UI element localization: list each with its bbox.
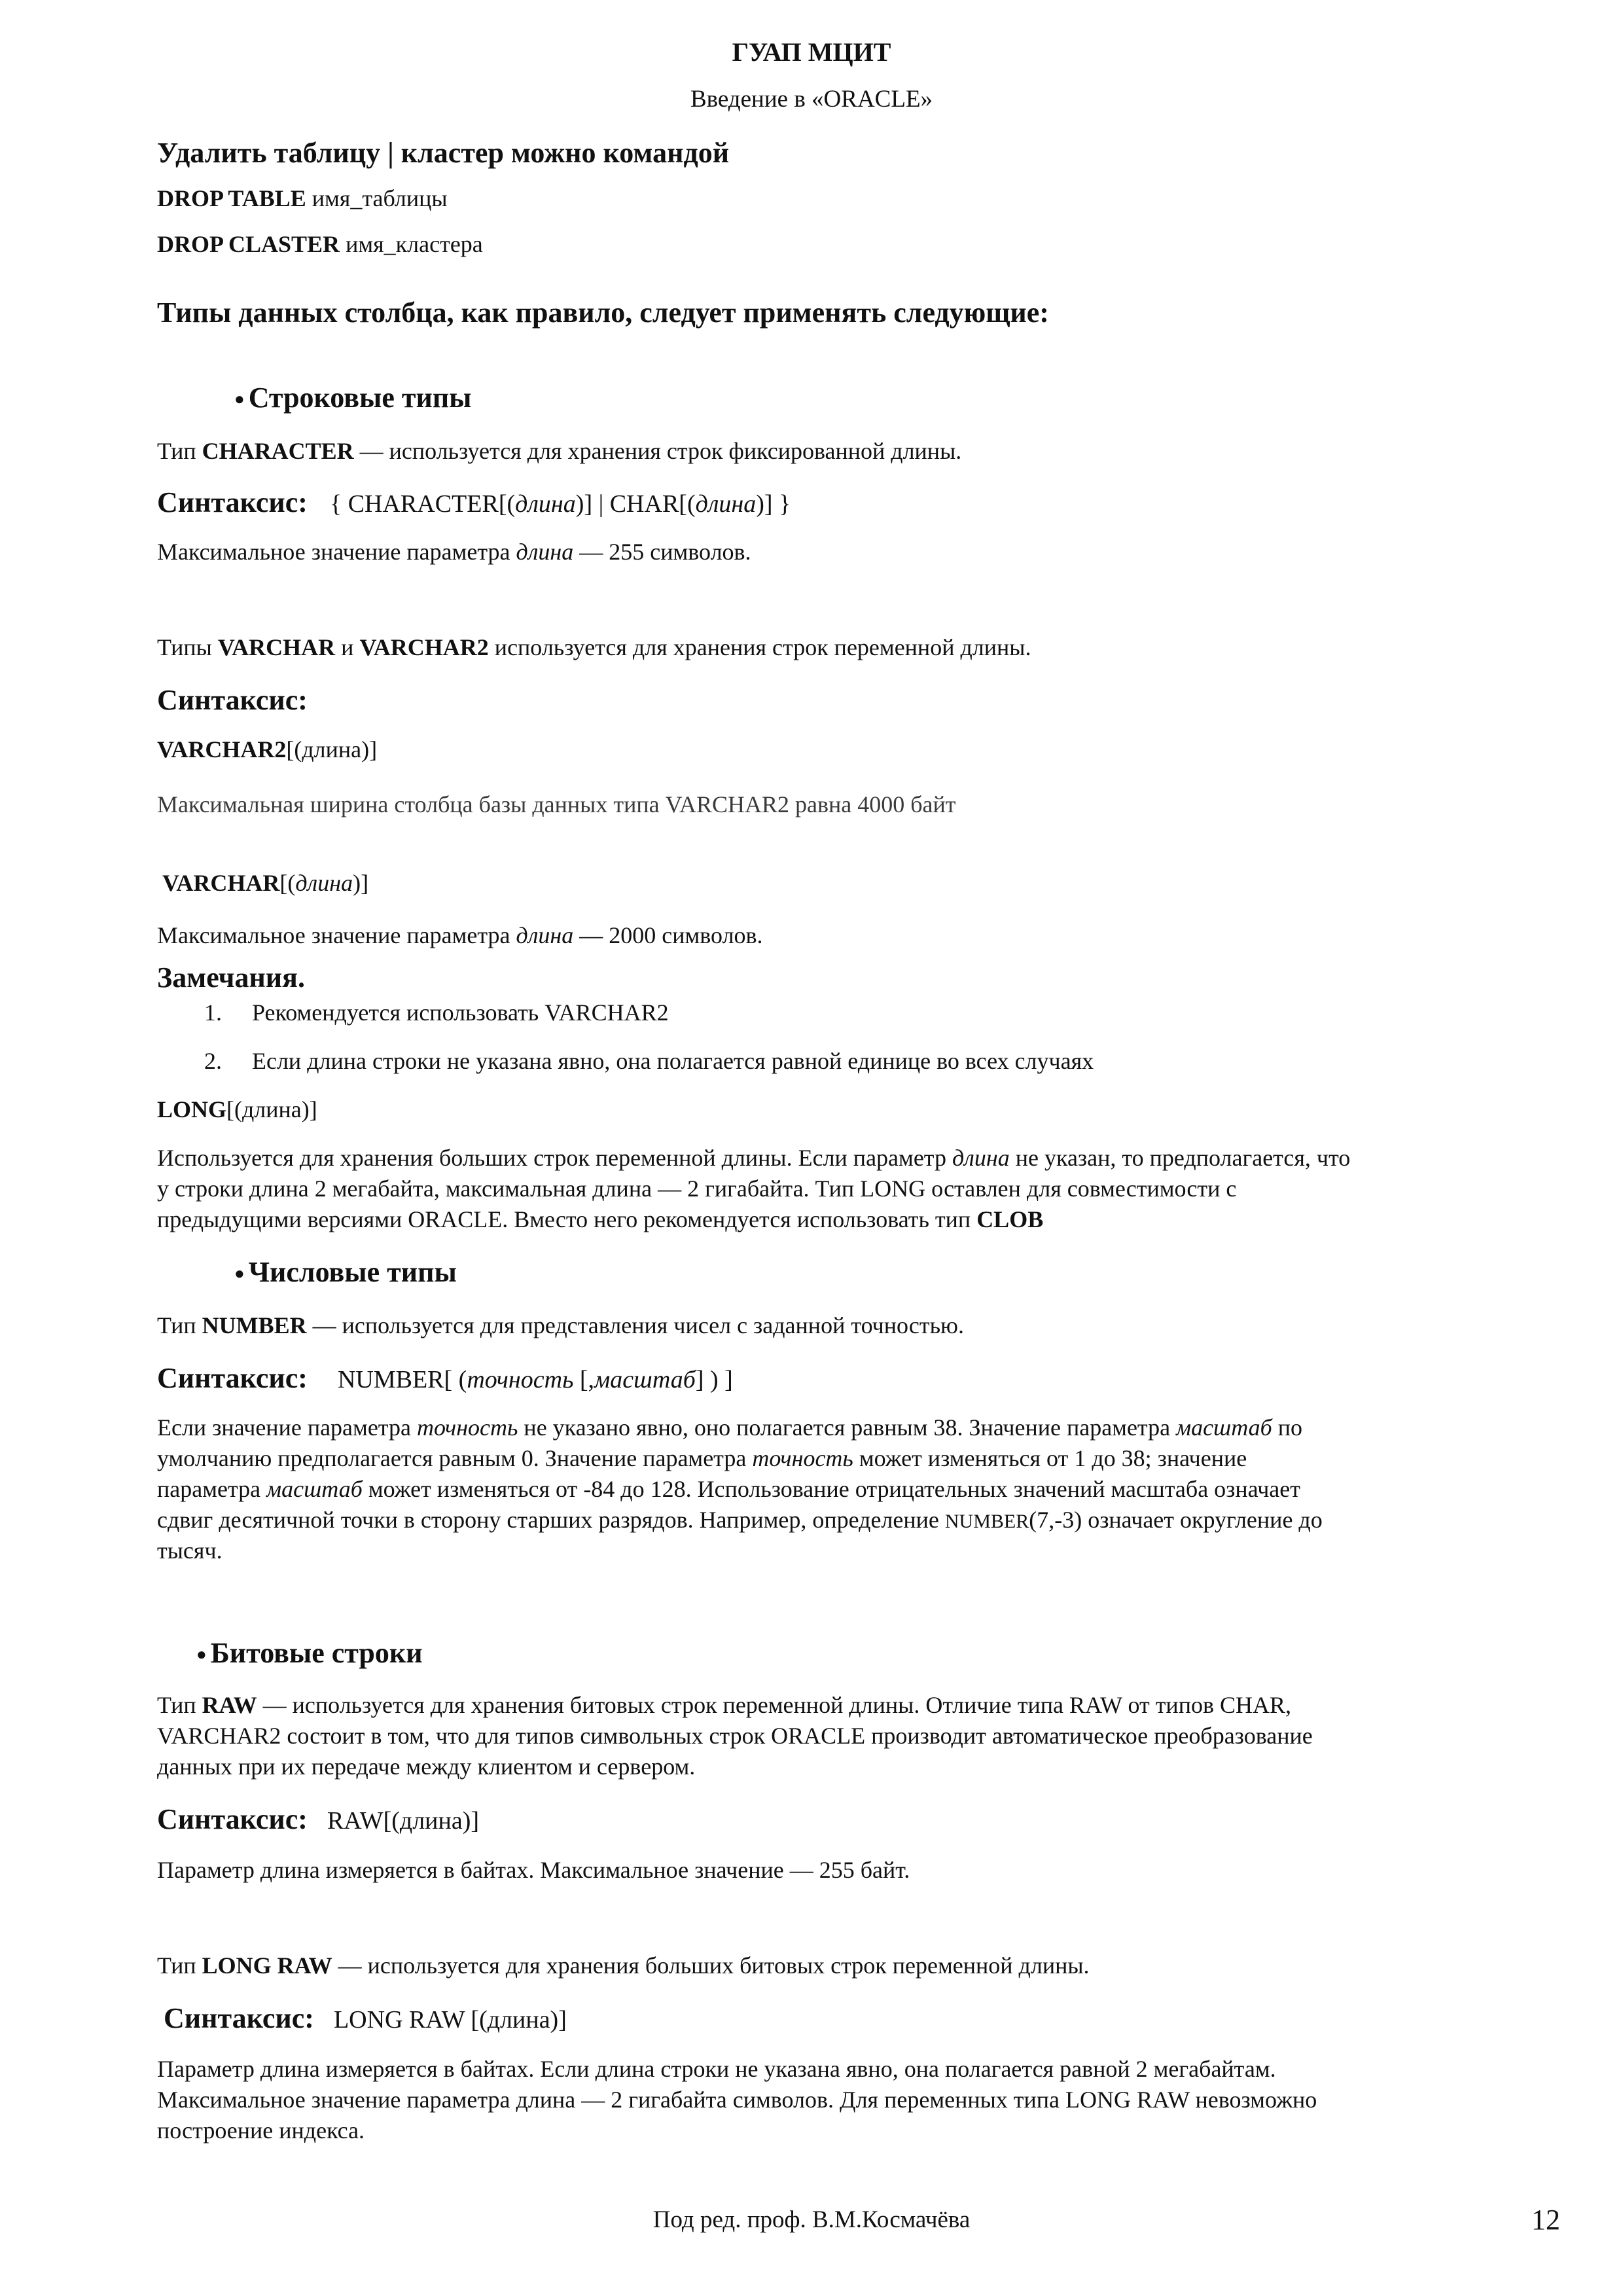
- syntax-param: длина: [695, 490, 757, 518]
- drop-cluster-line: [157, 230, 483, 258]
- clob-keyword: CLOB: [976, 1206, 1044, 1232]
- string-types-label: Строковые типы: [248, 382, 472, 414]
- character-syntax: [157, 486, 791, 519]
- param-italic: длина: [952, 1145, 1010, 1171]
- text-run: не указано явно, оно полагается равным 38. Значение параметра: [518, 1414, 1177, 1441]
- varchar2-syntax: [157, 736, 377, 763]
- varchar-keyword: VARCHAR: [217, 634, 336, 660]
- long-desc-line-1: [157, 1144, 1350, 1172]
- page-header-subtitle: Введение в «ORACLE»: [690, 86, 933, 113]
- syntax-label: Синтаксис:: [164, 2002, 314, 2034]
- syntax-part: )] }: [756, 490, 791, 518]
- character-keyword: CHARACTER: [202, 438, 354, 464]
- varchar-desc: [157, 634, 1031, 661]
- number-syntax-code: [338, 1366, 733, 1393]
- param-italic: масштаб: [1176, 1414, 1272, 1441]
- syntax-param: длина: [295, 870, 353, 896]
- text-run: может изменяться от -84 до 128. Использование отрицательных значений масштаба означает: [362, 1476, 1300, 1502]
- text-run: Тип: [157, 1312, 202, 1338]
- syntax-label: Синтаксис:: [157, 1362, 308, 1394]
- bullet-icon: ●: [234, 1264, 245, 1283]
- number-desc: [157, 1312, 964, 1339]
- page-header-title: ГУАП МЦИТ: [732, 37, 891, 67]
- long-desc-line-3: [157, 1206, 1043, 1233]
- varchar2-note: Максимальная ширина столбца базы данных типа VARCHAR2 равна 4000 байт: [157, 791, 956, 817]
- syntax-part: [,: [573, 1366, 595, 1393]
- long-keyword: LONG: [157, 1096, 227, 1122]
- syntax-param: масштаб: [594, 1366, 696, 1393]
- drop-table-keyword: DROP TABLE: [157, 185, 306, 211]
- long-desc-line-2: у строки длина 2 мегабайта, максимальная длина — 2 гигабайта. Тип LONG оставлен для совместимости с: [157, 1175, 1237, 1202]
- text-run: Тип: [157, 1692, 202, 1718]
- raw-desc-line-1: [157, 1691, 1291, 1719]
- remark-text: Рекомендуется использовать VARCHAR2: [252, 999, 669, 1026]
- text-run: Если значение параметра: [157, 1414, 417, 1441]
- syntax-part: ] ) ]: [695, 1366, 733, 1393]
- remark-item: [204, 1047, 1094, 1075]
- long-raw-syntax: [164, 2001, 567, 2035]
- varchar2-syntax-arg: [(длина)]: [286, 736, 378, 762]
- text-run: Тип: [157, 1952, 202, 1979]
- drop-table-line: [157, 185, 448, 212]
- raw-syntax: [157, 1803, 479, 1836]
- text-run: — используется для хранения больших битовых строк переменной длины.: [332, 1952, 1090, 1979]
- footer-editor: Под ред. проф. В.М.Космачёва: [652, 2206, 971, 2233]
- text-run: по: [1272, 1414, 1303, 1441]
- long-raw-syntax-code: LONG RAW [(длина)]: [333, 2006, 567, 2034]
- syntax-label: Синтаксис:: [157, 1803, 308, 1835]
- remark-item: [204, 999, 669, 1026]
- drop-heading: Удалить таблицу | кластер можно командой: [157, 137, 730, 169]
- character-max-param: длина: [516, 539, 574, 565]
- varchar-syntax-label: Синтаксис:: [157, 684, 308, 716]
- long-raw-note-line-2: Максимальное значение параметра длина — 2 гигабайта символов. Для переменных типа LONG RAW невозможно: [157, 2087, 1317, 2113]
- bit-strings-label: Битовые строки: [210, 1637, 423, 1669]
- number-para-line-3: [157, 1475, 1300, 1503]
- syntax-label: Синтаксис:: [157, 486, 308, 518]
- bit-strings-heading: [196, 1636, 423, 1670]
- raw-note: Параметр длина измеряется в байтах. Максимальное значение — 255 байт.: [157, 1857, 910, 1883]
- character-desc-pre: Тип: [157, 438, 202, 464]
- text-run: может изменяться от 1 до 38; значение: [853, 1445, 1247, 1471]
- syntax-param: точность: [467, 1366, 574, 1393]
- drop-cluster-keyword: DROP CLASTER: [157, 231, 340, 257]
- text-run: сдвиг десятичной точки в сторону старших разрядов. Например, определение: [157, 1507, 945, 1533]
- number-para-line-2: [157, 1444, 1247, 1472]
- varchar2-syntax-keyword: VARCHAR2: [157, 736, 287, 762]
- param-italic: точность: [416, 1414, 518, 1441]
- syntax-param: длина: [515, 490, 576, 518]
- character-syntax-code: [330, 490, 791, 518]
- text-run: не указан, то предполагается, что: [1009, 1145, 1351, 1171]
- long-syntax: [157, 1096, 317, 1123]
- number-para-line-5: тысяч.: [157, 1537, 223, 1564]
- text-run: — используется для хранения битовых строк переменной длины. Отличие типа RAW от типов CHAR,: [257, 1692, 1291, 1718]
- types-heading: Типы данных столбца, как правило, следует применять следующие:: [157, 296, 1049, 329]
- number-para-line-1: [157, 1414, 1302, 1441]
- long-raw-note-line-3: построение индекса.: [157, 2117, 365, 2144]
- varchar-max-param: длина: [516, 922, 574, 948]
- numeric-types-label: Числовые типы: [248, 1256, 457, 1288]
- text-run: умолчанию предполагается равным 0. Значение параметра: [157, 1445, 753, 1471]
- varchar-syntax-keyword: VARCHAR: [162, 870, 280, 896]
- number-syntax: [157, 1361, 733, 1395]
- syntax-part: NUMBER[ (: [337, 1366, 467, 1393]
- varchar-max-pre: Максимальное значение параметра: [157, 922, 516, 948]
- drop-table-arg: имя_таблицы: [306, 185, 448, 211]
- varchar-max-post: — 2000 символов.: [573, 922, 763, 948]
- page-number: 12: [1531, 2204, 1560, 2236]
- long-raw-desc: [157, 1952, 1090, 1979]
- syntax-part: )] | CHAR[(: [575, 490, 696, 518]
- param-italic: точность: [752, 1445, 853, 1471]
- raw-keyword: RAW: [202, 1692, 257, 1718]
- syntax-part: )]: [353, 870, 369, 896]
- number-example: NUMBER: [944, 1511, 1029, 1532]
- raw-desc-line-3: данных при их передаче между клиентом и сервером.: [157, 1753, 696, 1780]
- remark-text: Если длина строки не указана явно, она полагается равной единице во всех случаях: [252, 1048, 1094, 1074]
- number-para-line-4: [157, 1506, 1323, 1534]
- numeric-types-heading: [234, 1255, 457, 1289]
- long-raw-keyword: LONG RAW: [202, 1952, 332, 1979]
- string-types-heading: [234, 381, 472, 414]
- text-run: — используется для представления чисел с заданной точностью.: [306, 1312, 964, 1338]
- character-max-pre: Максимальное значение параметра: [157, 539, 516, 565]
- long-arg: [(длина)]: [226, 1096, 317, 1122]
- character-desc-post: — используется для хранения строк фиксированной длины.: [353, 438, 962, 464]
- long-raw-note-line-1: Параметр длина измеряется в байтах. Если длина строки не указана явно, она полагается равной 2 мегабайтам.: [157, 2056, 1276, 2082]
- character-desc: [157, 437, 961, 465]
- varchar-desc-post: используется для хранения строк переменной длины.: [488, 634, 1031, 660]
- varchar-max: [157, 922, 763, 949]
- varchar-syntax: [162, 869, 368, 897]
- bullet-icon: ●: [234, 389, 245, 408]
- varchar2-keyword: VARCHAR2: [359, 634, 489, 660]
- text-run: параметра: [157, 1476, 267, 1502]
- character-max: [157, 538, 751, 565]
- raw-desc-line-2: VARCHAR2 состоит в том, что для типов символьных строк ORACLE производит автоматическое преобразование: [157, 1723, 1313, 1749]
- number-keyword: NUMBER: [202, 1312, 307, 1338]
- remark-num: 1.: [204, 999, 222, 1026]
- remarks-heading: Замечания.: [157, 961, 305, 994]
- remark-num: 2.: [204, 1048, 222, 1074]
- varchar-desc-mid: и: [335, 634, 360, 660]
- drop-cluster-arg: имя_кластера: [340, 231, 483, 257]
- character-max-post: — 255 символов.: [573, 539, 751, 565]
- raw-syntax-code: RAW[(длина)]: [327, 1807, 480, 1835]
- bullet-icon: ●: [196, 1645, 207, 1664]
- varchar-desc-pre: Типы: [157, 634, 218, 660]
- text-run: (7,-3) означает округление до: [1029, 1507, 1323, 1533]
- param-italic: масштаб: [266, 1476, 363, 1502]
- text-run: предыдущими версиями ORACLE. Вместо него рекомендуется использовать тип: [157, 1206, 977, 1232]
- syntax-part: { CHARACTER[(: [329, 490, 516, 518]
- syntax-part: [(: [279, 870, 296, 896]
- text-run: Используется для хранения больших строк переменной длины. Если параметр: [157, 1145, 952, 1171]
